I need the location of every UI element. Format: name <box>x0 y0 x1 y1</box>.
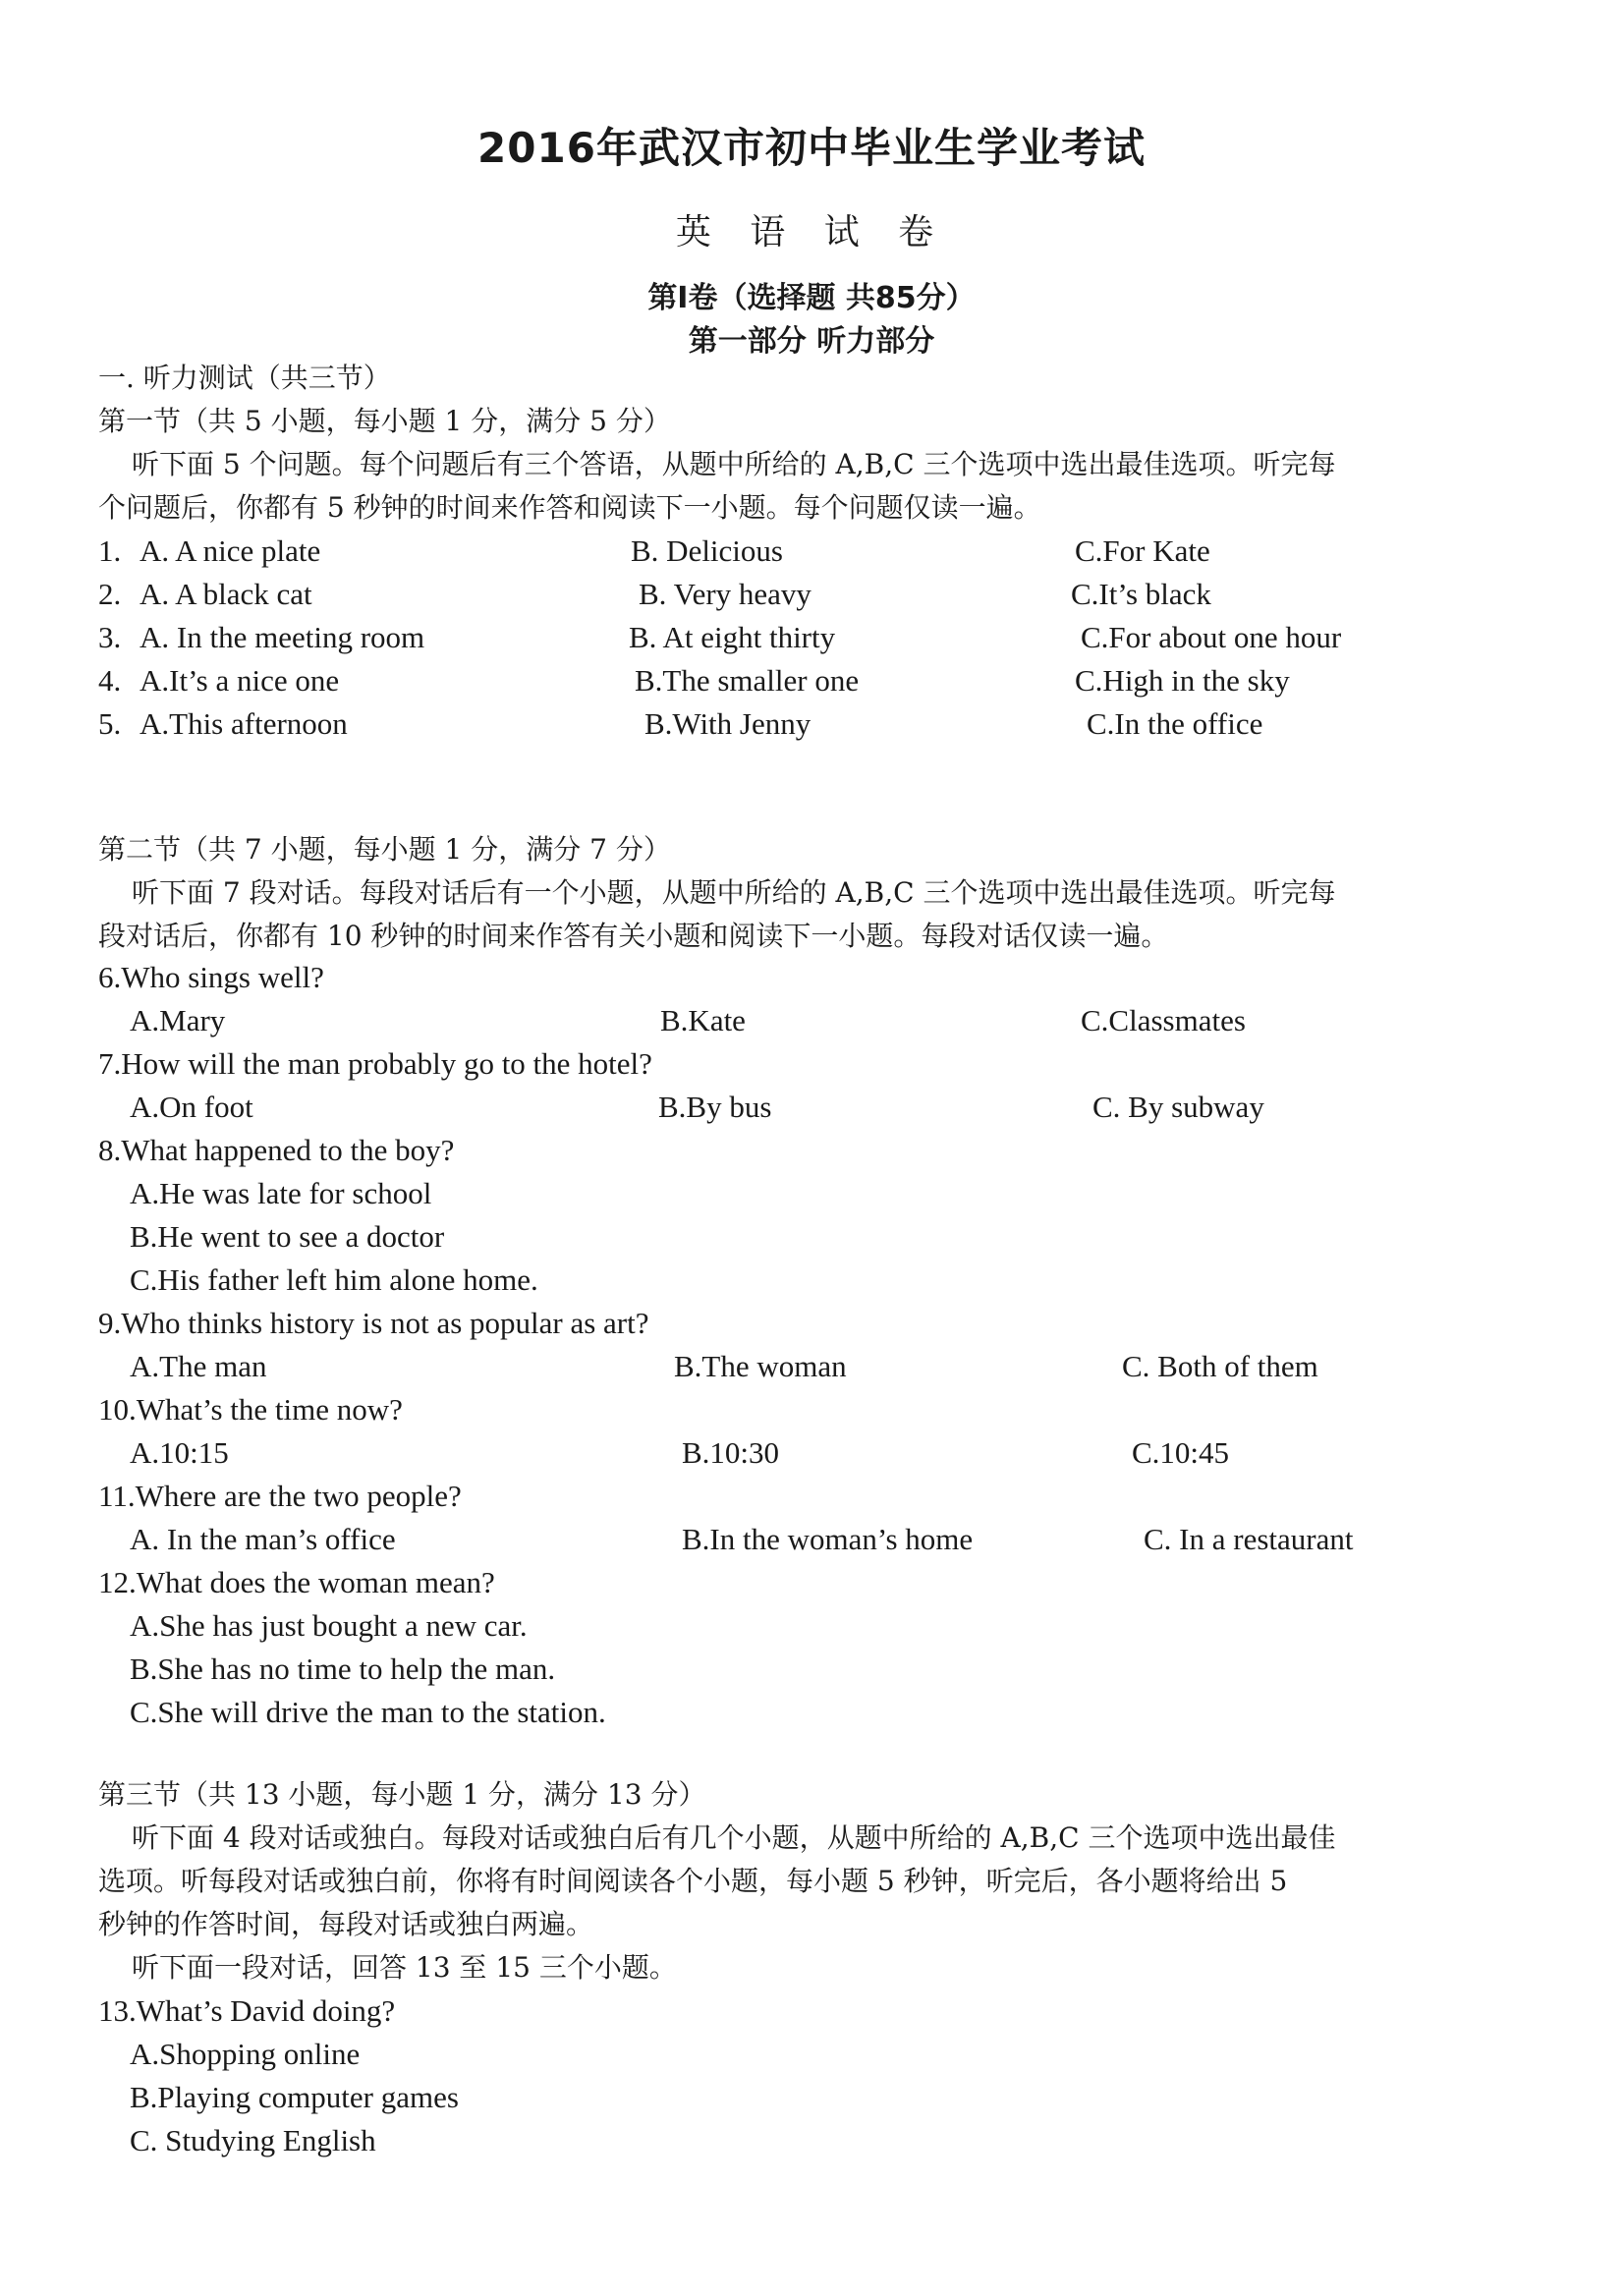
q10-option-a: A.10:15 <box>130 1435 229 1470</box>
section2-instruction-line1: 听下面 7 段对话。每段对话后有一个小题，从题中所给的 A,B,C 三个选项中选出最佳选项。听完每 <box>132 876 1336 909</box>
q1-option-c: C.For Kate <box>1075 533 1210 568</box>
section3-instruction-line1: 听下面 4 段对话或独白。每段对话或独白后有几个小题，从题中所给的 A,B,C 三个选项中选出最佳 <box>132 1821 1336 1854</box>
q13-option-b: B.Playing computer games <box>130 2080 459 2114</box>
q4-option-a: A.It’s a nice one <box>140 663 340 698</box>
q2-option-c: C.It’s black <box>1071 577 1211 611</box>
part-heading: 第一部分 听力部分 <box>688 324 935 359</box>
q8-question: 8.What happened to the boy? <box>98 1133 455 1167</box>
q3-option-c: C.For about one hour <box>1081 620 1342 654</box>
q12-option-c: C.She will drive the man to the station. <box>130 1695 606 1729</box>
q12-option-a: A.She has just bought a new car. <box>130 1608 528 1643</box>
q8-option-b: B.He went to see a doctor <box>130 1219 445 1254</box>
q9-option-a: A.The man <box>130 1349 267 1383</box>
q7-question: 7.How will the man probably go to the hotel? <box>98 1046 652 1081</box>
exam-title: 2016年武汉市初中毕业生学业考试 <box>477 124 1146 172</box>
q11-option-a: A. In the man’s office <box>130 1522 396 1556</box>
q11-question: 11.Where are the two people? <box>98 1479 462 1513</box>
q11-option-c: C. In a restaurant <box>1144 1522 1354 1556</box>
q11-option-b: B.In the woman’s home <box>682 1522 974 1556</box>
q5-option-b: B.With Jenny <box>644 706 812 741</box>
q9-option-c: C. Both of them <box>1122 1349 1318 1383</box>
section1-instruction-line1: 听下面 5 个问题。每个问题后有三个答语，从题中所给的 A,B,C 三个选项中选出最佳选项。听完每 <box>132 448 1336 480</box>
q3-number: 3. <box>98 620 122 654</box>
q12-option-b: B.She has no time to help the man. <box>130 1652 556 1686</box>
q9-option-b: B.The woman <box>674 1349 847 1383</box>
exam-subtitle: 英 语 试 卷 <box>675 212 948 252</box>
q13-option-a: A.Shopping online <box>130 2037 361 2071</box>
q4-option-b: B.The smaller one <box>635 663 860 698</box>
q6-option-b: B.Kate <box>660 1003 746 1037</box>
q7-option-c: C. By subway <box>1092 1090 1264 1124</box>
q6-option-a: A.Mary <box>130 1003 226 1037</box>
q5-option-a: A.This afternoon <box>140 706 348 741</box>
q2-number: 2. <box>98 577 122 611</box>
q8-option-a: A.He was late for school <box>130 1176 432 1210</box>
q10-option-c: C.10:45 <box>1132 1435 1230 1470</box>
q3-option-b: B. At eight thirty <box>629 620 836 654</box>
q8-option-c: C.His father left him alone home. <box>130 1262 538 1297</box>
q6-option-c: C.Classmates <box>1081 1003 1246 1037</box>
q4-number: 4. <box>98 663 122 698</box>
q13-option-c: C. Studying English <box>130 2123 376 2157</box>
q13-question: 13.What’s David doing? <box>98 1993 396 2028</box>
q1-number: 1. <box>98 533 122 568</box>
q12-question: 12.What does the woman mean? <box>98 1565 495 1599</box>
q6-question: 6.Who sings well? <box>98 960 324 994</box>
section2-instruction-line2: 段对话后，你都有 10 秒钟的时间来作答有关小题和阅读下一小题。每段对话仅读一遍。 <box>98 920 1169 952</box>
q1-option-b: B. Delicious <box>631 533 783 568</box>
q4-option-c: C.High in the sky <box>1075 663 1290 698</box>
section1-instruction-line2: 个问题后，你都有 5 秒钟的时间来作答和阅读下一小题。每个问题仅读一遍。 <box>98 491 1041 524</box>
section1-heading: 第一节（共 5 小题，每小题 1 分，满分 5 分） <box>98 405 671 437</box>
listening-heading: 一. 听力测试（共三节） <box>98 362 391 394</box>
section2-heading: 第二节（共 7 小题，每小题 1 分，满分 7 分） <box>98 833 671 866</box>
section3-instruction-line3: 秒钟的作答时间，每段对话或独白两遍。 <box>98 1908 594 1940</box>
q10-option-b: B.10:30 <box>682 1435 780 1470</box>
q3-option-a: A. In the meeting room <box>140 620 425 654</box>
q10-question: 10.What’s the time now? <box>98 1392 403 1427</box>
section3-instruction-line2: 选项。听每段对话或独白前，你将有时间阅读各个小题，每小题 5 秒钟，听完后，各小题将给出 5 <box>98 1865 1288 1897</box>
q9-question: 9.Who thinks history is not as popular as art? <box>98 1306 649 1340</box>
q2-option-b: B. Very heavy <box>639 577 812 611</box>
section3-sub-instruction: 听下面一段对话，回答 13 至 15 三个小题。 <box>132 1951 677 1984</box>
section3-heading: 第三节（共 13 小题，每小题 1 分，满分 13 分） <box>98 1778 706 1811</box>
q5-option-c: C.In the office <box>1087 706 1263 741</box>
volume-heading: 第I卷（选择题 共85分） <box>647 281 976 315</box>
q7-option-a: A.On foot <box>130 1090 253 1124</box>
q7-option-b: B.By bus <box>658 1090 772 1124</box>
q5-number: 5. <box>98 706 122 741</box>
q2-option-a: A. A black cat <box>140 577 312 611</box>
q1-option-a: A. A nice plate <box>140 533 321 568</box>
